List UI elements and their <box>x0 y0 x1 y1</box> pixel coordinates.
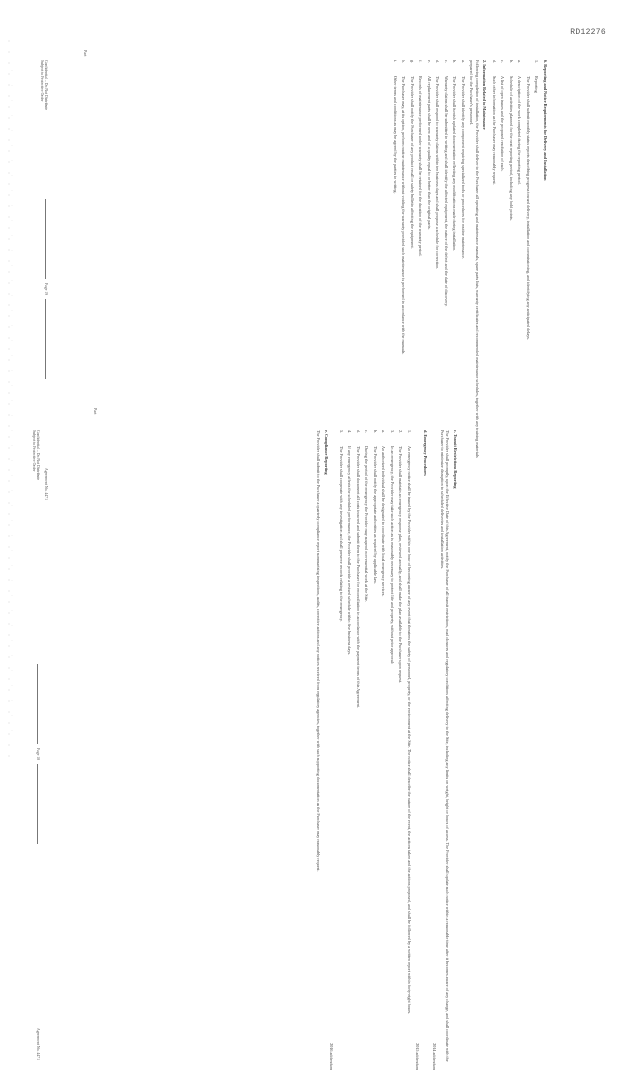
section-heading: d. Emergency Procedures <box>423 430 428 476</box>
margin-note: 2016 addendum <box>329 1043 335 1070</box>
list-item: The Provider shall submit monthly status reports describing progress toward delivery, installation and commissioning, and identifying any anticipated delays. <box>526 76 531 340</box>
sub-list-item: d. Such other information as the Purchaser may reasonably request. <box>492 60 497 185</box>
sub-list-item: a. An authorized individual shall be designated to coordinate with local emergency services. <box>381 430 387 597</box>
footer-agreement: Agreement No. 4471 <box>44 468 48 500</box>
list-item: d. The Provider shall respond to warranty claims within ten business days and shall propose a schedule for correction. <box>435 60 441 270</box>
list-item: b. The Provider shall furnish updated documentation reflecting any modifications made during installation. <box>452 60 458 252</box>
section-body: The Provider shall promptly, upon the Effective Date of this Agreement, notify the Purchaser of all transit restrictions, road closures and regulatory conditions affecting delivery to the Site, including any limits on weight, height or hours of access. The Provider shall update such notice within a reasonable time after it becomes aware of any change, and shall coordinate with the Purchaser to minimize disruption to scheduled deliveries and installation activities. <box>440 430 451 1062</box>
list-item: 1. Reporting <box>534 60 540 93</box>
footer-order: Subject to Protective Order <box>32 430 36 472</box>
list-item: 3. In an emergency, the Provider may take such action as is reasonably necessary to protect life and property, without prior approval: <box>390 430 395 664</box>
section-heading: 6. Reporting and Notice Requirements for Delivery and Installation <box>543 60 548 181</box>
footer-agreement: Agreement No. 4471 <box>36 1028 40 1060</box>
list-item: c. Warranty claims shall be submitted in writing and shall identify the affected equipment, the nature of the defect and the date of discovery. <box>444 60 449 307</box>
list-item: a. The Provider shall identify any component requiring specialized tools or procedures for routine maintenance. <box>461 60 466 260</box>
list-item: e. All replacement parts shall be new and of a quality equal to or better than the original parts. <box>427 60 432 230</box>
section-body: The Provider shall submit to the Purchaser a quarterly compliance report summarizing inspections, audits, corrective actions and any notices received from regulatory agencies, together with such supporting documentation as the Purchaser may reasonably request. <box>316 430 322 872</box>
page-label: Part <box>93 408 98 415</box>
section-heading: c. Transit Restrictions Reporting <box>453 430 458 489</box>
page-footer <box>40 60 48 500</box>
section-heading: e. Compliance Reporting <box>324 430 329 475</box>
sub-list-item: a. A description of the work completed during the reporting period. <box>517 60 523 185</box>
footer-confidential: Confidential – Do Not Distribute <box>36 430 40 481</box>
footer-page-number: Page 18 <box>36 748 40 761</box>
list-item: 1. An emergency notice shall be issued by the Provider within one hour of becoming aware of any event that threatens the safety of personnel, property, or the environment at the Site. The notice shall describe the nature of the event, the actions taken and the actions proposed, and shall be followed by a written report within forty-eight hours. <box>407 430 412 1015</box>
page-footer <box>32 430 40 1060</box>
footer-confidential: Confidential – Do Not Distribute <box>44 60 48 111</box>
sub-list-item: b. The Provider shall notify the appropriate authorities as required by applicable law. <box>373 430 378 584</box>
list-item: g. The Provider shall notify the Purchaser of any product recall or safety bulletin affecting the equipment. <box>410 60 415 249</box>
list-item: 5. The Provider shall cooperate with any investigation and shall preserve records relating to the emergency. <box>339 430 344 622</box>
list-item: 2. The Provider shall maintain an emergency response plan, reviewed annually, and shall make the plan available to the Purchaser upon request. <box>398 430 404 683</box>
footer-order: Subject to Protective Order <box>40 60 44 102</box>
list-item: f. Records of maintenance performed under warranty shall be retained for the duration of the warranty period. <box>418 60 424 257</box>
section-heading: 2. Information Related to Maintenance <box>482 60 488 130</box>
sub-list-item: c. A list of open issues and the proposed resolution of each. <box>500 60 506 172</box>
sub-list-item: c. During the period of the emergency the Provider may suspend non-essential work at the Site. <box>364 430 370 602</box>
right-page-body <box>393 60 549 460</box>
margin-note: 2014 addendum <box>432 1043 438 1070</box>
scan-edge-marks <box>6 40 16 760</box>
list-item: h. The Purchaser may, at its option, perform routine maintenance without voiding the warranty provided such maintenance is performed in accordance with the manuals. <box>401 60 407 355</box>
page-label: Part <box>83 50 88 57</box>
footer-page-number: Page 19 <box>44 283 48 296</box>
left-page-body <box>316 430 458 1070</box>
section-body: Following completion of installation, the Provider shall deliver to the Purchaser all operating and maintenance manuals, spare parts lists, warranty certificates and recommended maintenance schedules, together with any training materials prepared for the Purchaser's personnel. <box>469 60 480 458</box>
sub-list-item: b. Schedule of activities planned for the next reporting period, including any hold points. <box>509 60 514 221</box>
sub-list-item: d. The Provider shall document all costs incurred and submit them to the Purchaser for reconciliation in accordance with the payment terms of this Agreement. <box>356 430 361 708</box>
document-stamp: RD12276 <box>570 28 606 37</box>
margin-note: 2015 addendum <box>415 1043 421 1070</box>
list-item: i. Other terms and conditions as may be agreed by the parties in writing. <box>393 60 398 194</box>
list-item: 4. If any emergency affects the scheduled performance, the Provider shall provide a revised schedule within five business days. <box>347 430 353 656</box>
